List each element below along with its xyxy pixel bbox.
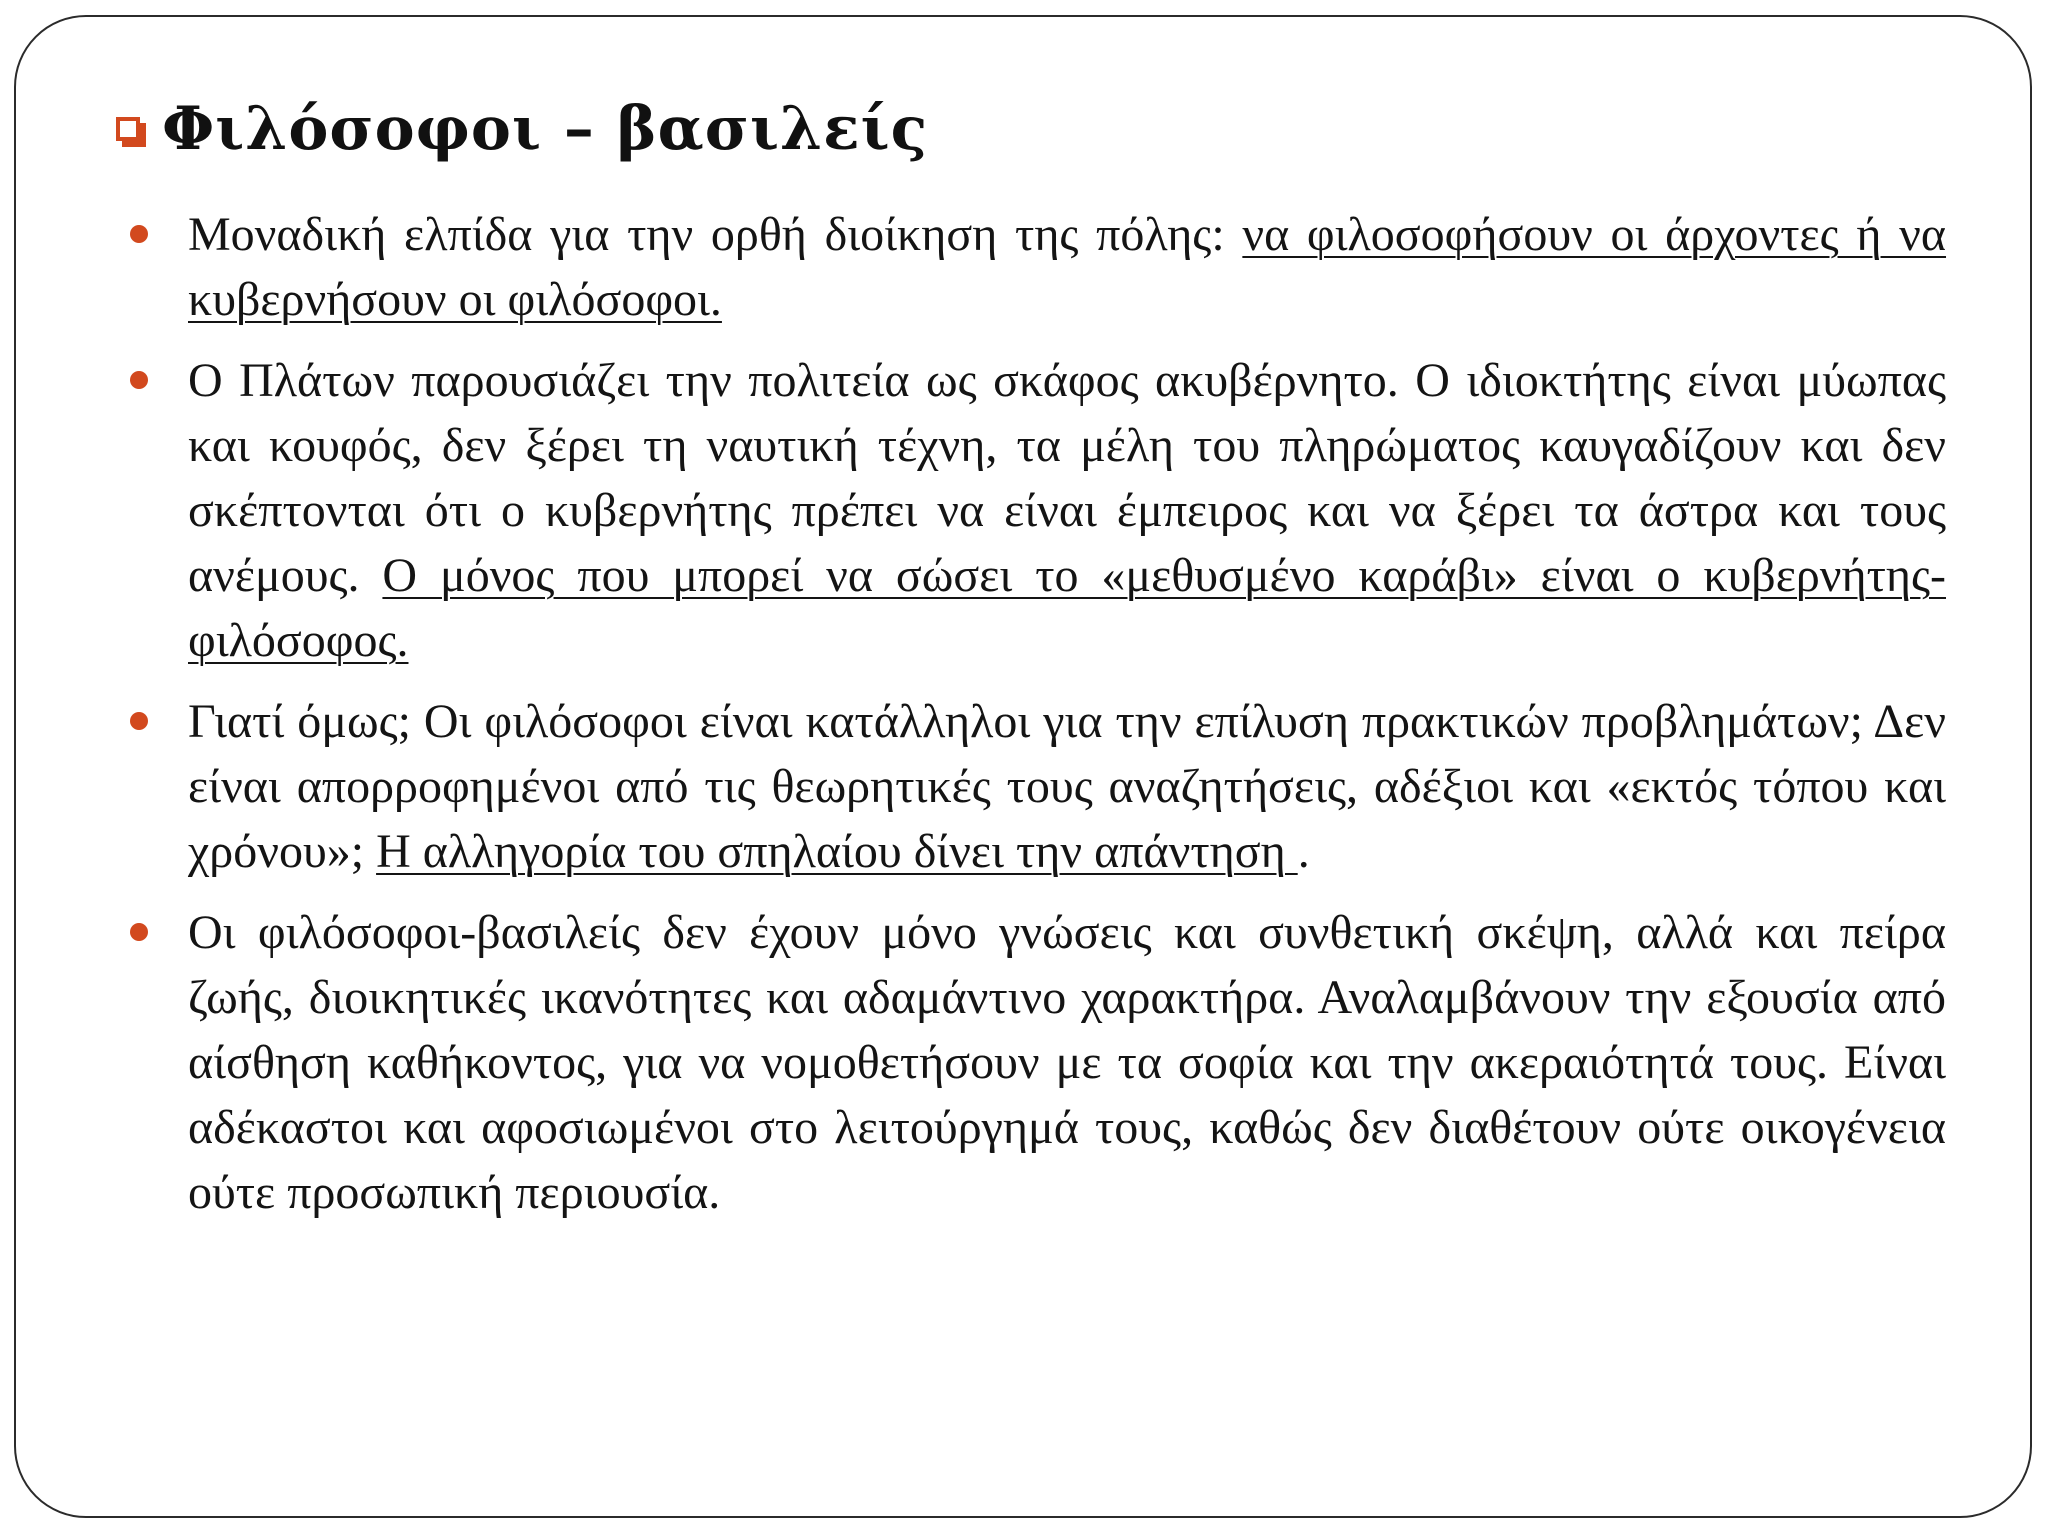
- bullet-text: Ο Πλάτων παρουσιάζει την πολιτεία ως σκάφος ακυβέρνητο. Ο ιδιοκτήτης είναι μύωπας και κουφός, δεν ξέρει τη ναυτική τέχνη, τα μέλη του πληρώματος καυγαδίζουν και δεν σκέπτονται ότι ο κυβερνήτης πρέπει να είναι έμπειρος και να ξέρει τα άστρα και τους ανέμους.: [188, 354, 1946, 602]
- bullet-underlined-text: Ο μόνος που μπορεί να σώσει το «μεθυσμένο καράβι» είναι ο κυβερνήτης-φιλόσοφος.: [188, 549, 1946, 667]
- bullet-dot-icon: [130, 225, 148, 243]
- bullet-tail-text: .: [1297, 825, 1310, 878]
- bullet-list: [126, 202, 1946, 1241]
- title-row: [116, 94, 929, 164]
- bullet-text: Γιατί όμως; Οι φιλόσοφοι είναι κατάλληλοι για την επίλυση πρακτικών προβλημάτων; Δεν είναι απορροφημένοι από τις θεωρητικές τους αναζητήσεις, αδέξιοι και «εκτός τόπου και χρόνου»;: [188, 695, 1946, 878]
- bullet-dot-icon: [130, 923, 148, 941]
- bullet-item: [126, 348, 1946, 673]
- bullet-underlined-text: Η αλληγορία του σπηλαίου δίνει την απάντηση: [376, 825, 1298, 878]
- slide-frame: [14, 15, 2032, 1518]
- bullet-underlined-text: να φιλοσοφήσουν οι άρχοντες ή να κυβερνήσουν οι φιλόσοφοι.: [188, 208, 1947, 326]
- bullet-text: Οι φιλόσοφοι-βασιλείς δεν έχουν μόνο γνώσεις και συνθετική σκέψη, αλλά και πείρα ζωής, διοικητικές ικανότητες και αδαμάντινο χαρακτήρα. Αναλαμβάνουν την εξουσία από αίσθηση καθήκοντος, για να νομοθετήσουν με τα σοφία και την ακεραιότητά τους. Είναι αδέκαστοι και αφοσιωμένοι στο λειτούργημά τους, καθώς δεν διαθέτουν ούτε οικογένεια ούτε προσωπική περιουσία.: [188, 906, 1946, 1219]
- bullet-item: [126, 689, 1946, 884]
- bullet-item: [126, 900, 1946, 1225]
- bullet-text: Μοναδική ελπίδα για την ορθή διοίκηση της πόλης:: [188, 208, 1243, 261]
- checkbox-icon: [116, 117, 146, 147]
- bullet-dot-icon: [130, 712, 148, 730]
- bullet-dot-icon: [130, 371, 148, 389]
- bullet-item: [126, 202, 1946, 332]
- slide-title: Φιλόσοφοι – βασιλείς: [162, 94, 929, 164]
